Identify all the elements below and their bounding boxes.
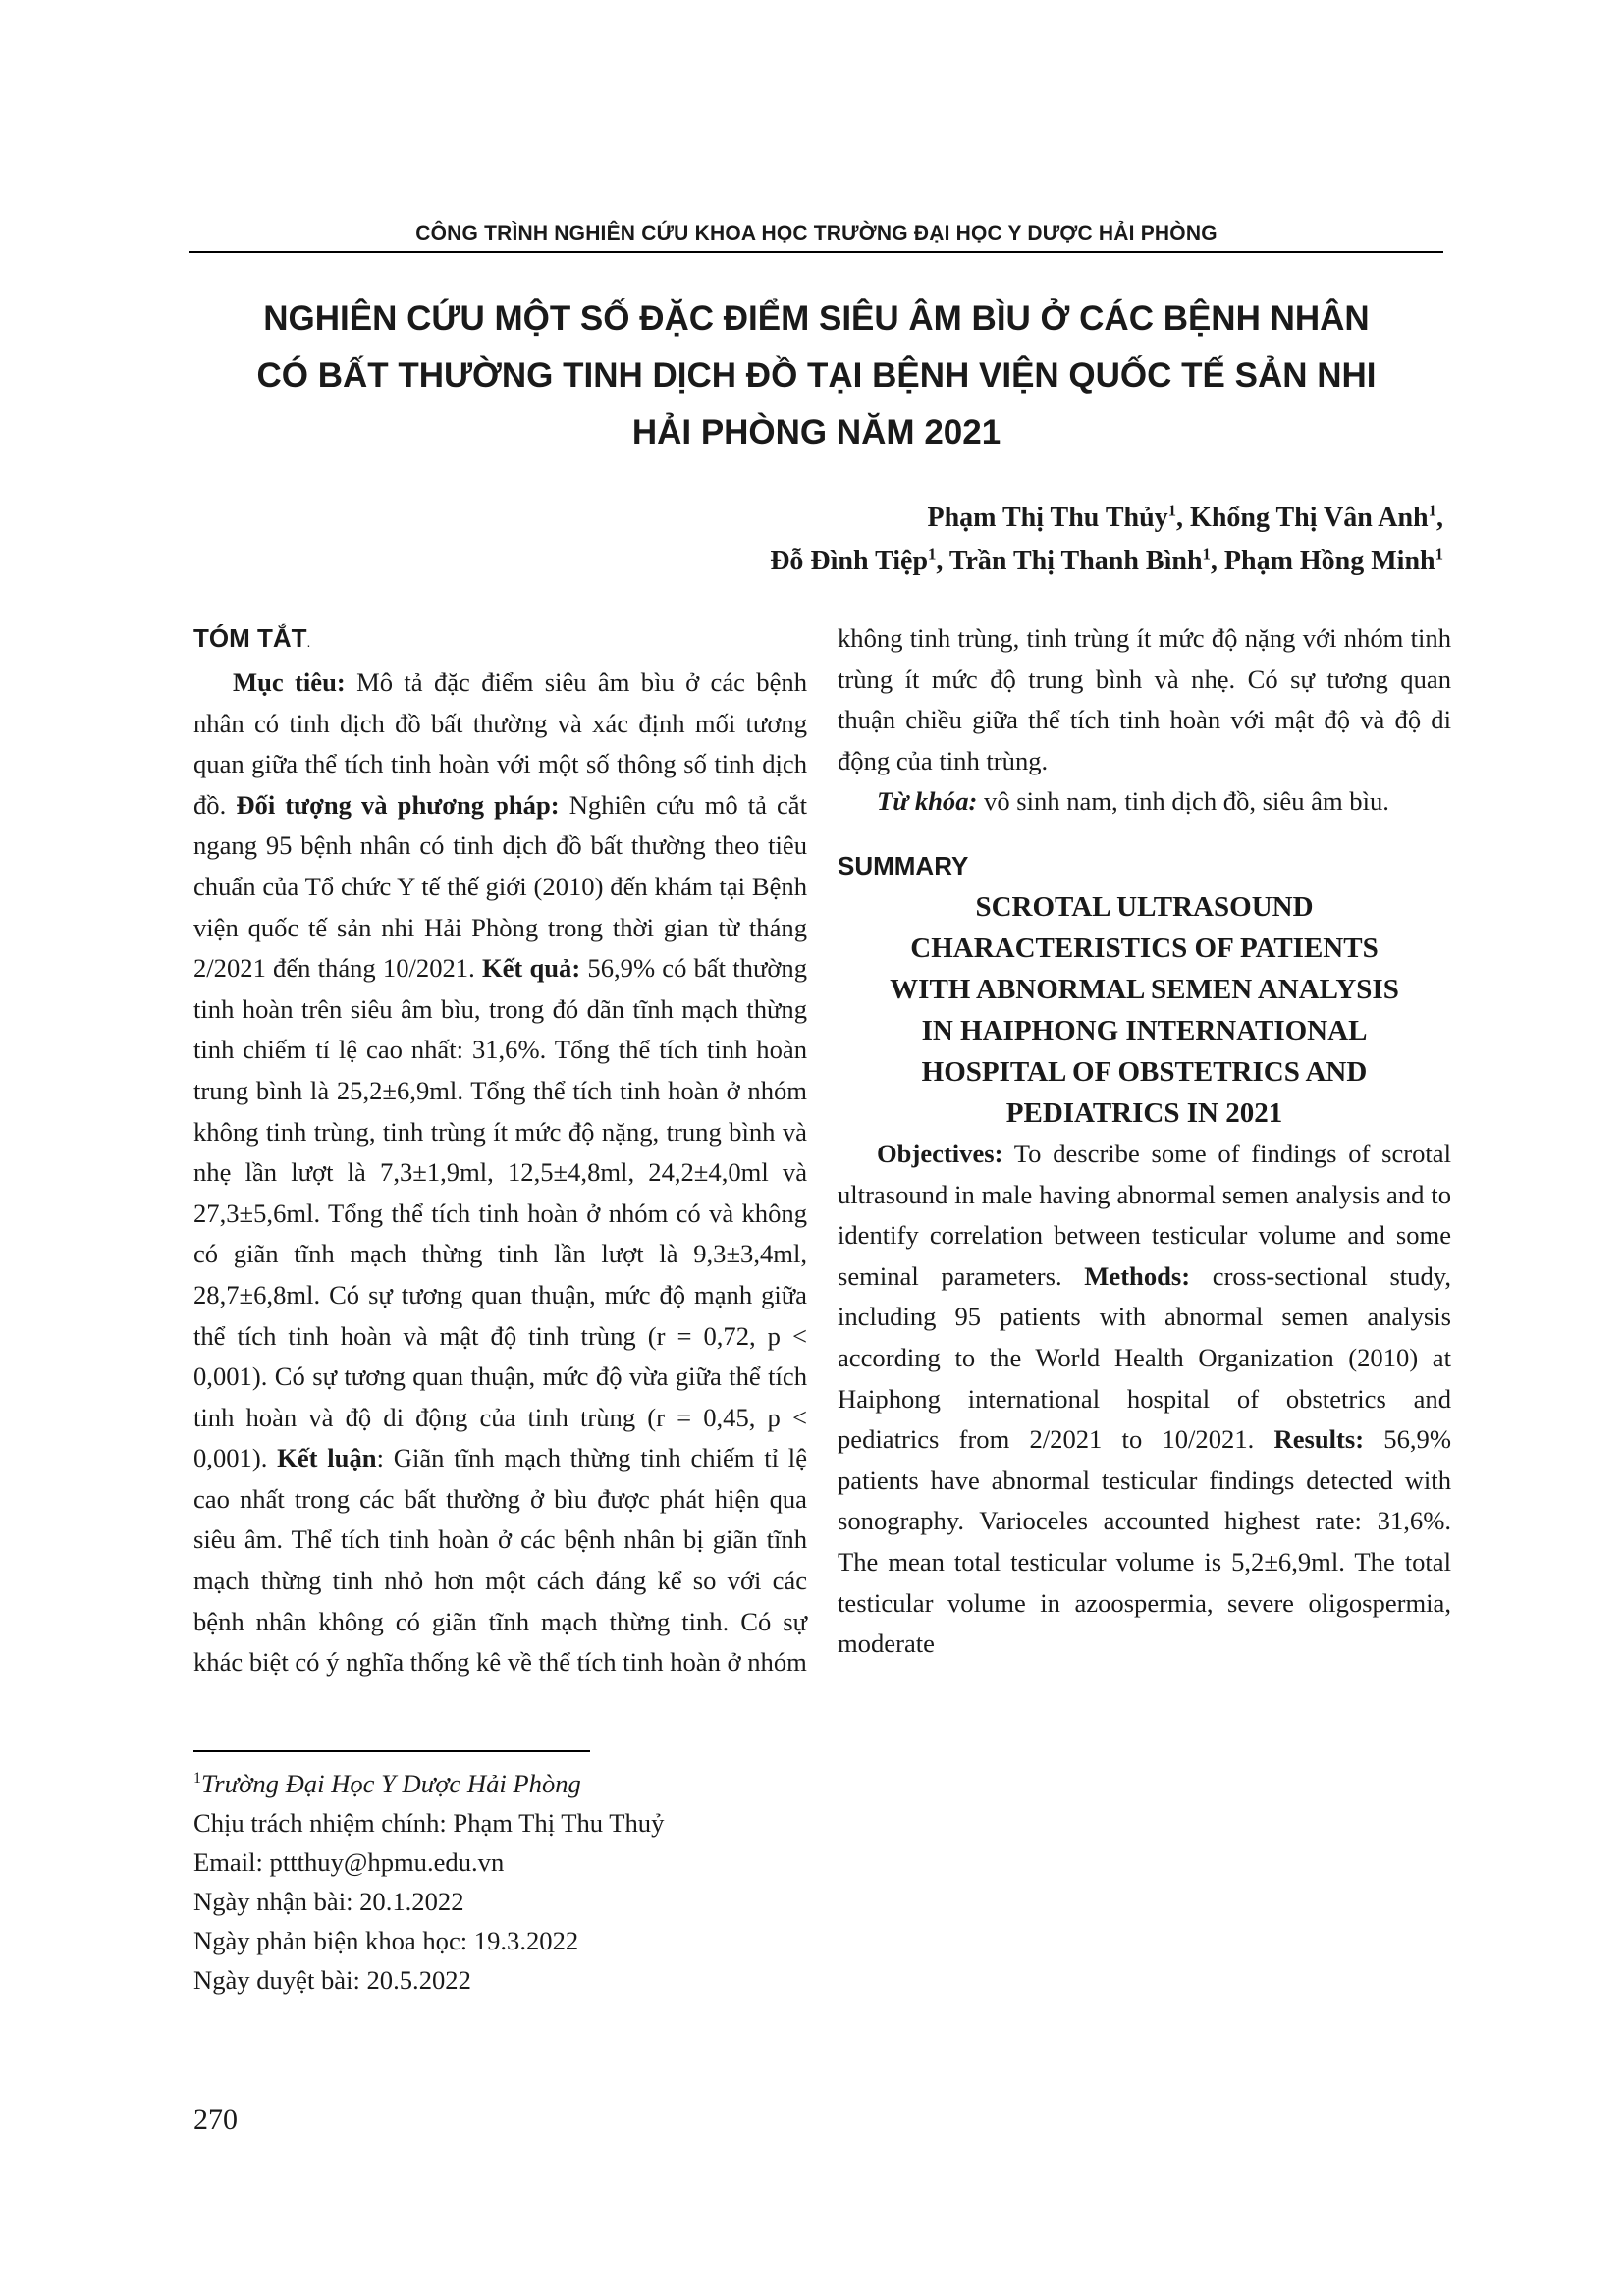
footnote-approved: Ngày duyệt bài: 20.5.2022	[193, 1965, 471, 1995]
english-title-line: IN HAIPHONG INTERNATIONAL	[921, 1014, 1368, 1046]
author-separator: ,	[936, 546, 949, 576]
footnotes	[193, 1764, 802, 2000]
objective-label: Mục tiêu:	[233, 667, 346, 697]
abstract-continuation: không tinh trùng, tinh trùng ít mức độ nặng với nhóm tinh trùng ít mức độ trung bình và nhẹ. Có sự tương quan thuận chiều giữa thể tích tinh hoàn với mật độ và độ di động của tinh trùng.	[838, 623, 1451, 775]
affiliation-mark: 1	[1428, 501, 1436, 520]
author-separator: ,	[1176, 503, 1191, 533]
title-line: CÓ BẤT THƯỜNG TINH DỊCH ĐỒ TẠI BỆNH VIỆN QUỐC TẾ SẢN NHI	[256, 356, 1377, 395]
author-separator: ,	[1210, 546, 1224, 576]
english-title-line: SCROTAL ULTRASOUND	[975, 890, 1314, 923]
english-title-line: WITH ABNORMAL SEMEN ANALYSIS	[890, 973, 1399, 1005]
methods-label: Methods:	[1084, 1260, 1191, 1291]
author-name: Đỗ Đình Tiệp	[770, 546, 929, 576]
footnote-responsible: Chịu trách nhiệm chính: Phạm Thị Thu Thuỷ	[193, 1808, 665, 1838]
affiliation-mark: 1	[1202, 544, 1211, 563]
footnote-rule	[193, 1750, 590, 1752]
author-line	[189, 540, 1443, 583]
paper-title	[189, 291, 1443, 461]
author-name: Phạm Hồng Minh	[1223, 546, 1435, 576]
title-line: HẢI PHÒNG NĂM 2021	[631, 413, 1001, 452]
summary-paragraph: Objectives: To describe some of findings of scrotal ultrasound in male having abnormal semen analysis and to identify correlation between testicular volume and some seminal parameters. Methods: cross-sectional study, including 95 patients with abnormal semen analysis according to the World Health Organization (2010) at Haiphong international hospital of obstetrics and pediatrics from 2/2021 to 10/2021. Results: 56,9% patients have abnormal testicular findings detected with sonography. Varioceles accounted highest rate: 31,6%. The mean total testicular volume is 5,2±6,9ml. The total testicular volume in azoospermia, severe oligospermia, moderate	[838, 1138, 1451, 1659]
english-title	[838, 886, 1451, 1134]
footnote-reviewed: Ngày phản biện khoa học: 19.3.2022	[193, 1926, 579, 1955]
footnote-affiliation: $^1$Trường Đại Học Y Dược Hải Phòng	[193, 1769, 581, 1798]
abstract-paragraph: Mục tiêu: Mô tả đặc điểm siêu âm bìu ở các bệnh nhân có tinh dịch đồ bất thường và xác định mối tương quan giữa thể tích tinh hoàn với một số thông số tinh dịch đồ. Đối tượng và phương pháp: Nghiên cứu mô tả cắt ngang 95 bệnh nhân có tinh dịch đồ bất thường theo tiêu chuẩn của Tổ chức Y tế thế giới (2010) đến khám tại Bệnh viện quốc tế sản nhi Hải Phòng trong thời gian từ tháng 2/2021 đến tháng 10/2021. Kết quả: 56,9% có bất thường tinh hoàn trên siêu âm bìu, trong đó dãn tĩnh mạch thừng tinh chiếm tỉ lệ cao nhất: 31,6%. Tổng thể tích tinh hoàn trung bình là 25,2±6,9ml. Tổng thể tích tinh hoàn ở nhóm không tinh trùng, tinh trùng ít mức độ nặng, trung bình và nhẹ lần lượt là 7,3±1,9ml, 12,5±4,8ml, 24,2±4,0ml và 27,3±5,6ml. Tổng thể tích tinh hoàn ở nhóm có và không có giãn tĩnh mạch thừng tinh lần lượt là 9,3±3,4ml, 28,7±6,8ml. Có sự tương quan thuận, mức độ mạnh giữa thể tích tinh hoàn và mật độ tinh trùng (r = 0,72, p < 0,001). Có sự tương quan thuận, mức độ vừa giữa thể tích tinh hoàn và độ di động của tinh trùng (r = 0,45, p < 0,001). Kết luận: Giãn tĩnh mạch thừng tinh chiếm tỉ lệ cao nhất trong các bất thường ở bìu được phát hiện qua siêu âm. Thể tích tinh hoàn ở các bệnh nhân bị giãn tĩnh mạch thừng tinh nhỏ hơn một cách đáng kể so với các bệnh nhân không có giãn tĩnh mạch thừng tinh. Có sự khác biệt có ý nghĩa thống kê về thể tích tinh hoàn ở nhóm	[193, 667, 808, 1678]
methods-label: Đối tượng và phương pháp:	[236, 789, 560, 820]
abstract-heading: TÓM TẮT.	[193, 623, 311, 653]
title-line: NGHIÊN CỨU MỘT SỐ ĐẶC ĐIỂM SIÊU ÂM BÌU Ở CÁC BỆNH NHÂN	[263, 299, 1370, 338]
affiliation-mark: 1	[1435, 544, 1443, 563]
keywords: Từ khóa: vô sinh nam, tinh dịch đồ, siêu âm bìu.	[877, 786, 1389, 817]
results-label: Kết quả:	[481, 953, 581, 984]
right-column	[838, 618, 1451, 1665]
author-name: Phạm Thị Thu Thủy	[927, 503, 1168, 533]
author-name: Khổng Thị Vân Anh	[1190, 503, 1429, 533]
english-title-line: PEDIATRICS IN 2021	[1005, 1096, 1283, 1129]
conclusion-label: Kết luận	[277, 1443, 377, 1473]
english-title-line: HOSPITAL OF OBSTETRICS AND	[921, 1055, 1368, 1088]
author-line	[189, 497, 1443, 540]
english-title-line: CHARACTERISTICS OF PATIENTS	[910, 932, 1379, 964]
summary-heading: SUMMARY	[838, 850, 969, 881]
author-name: Trần Thị Thanh Bình	[948, 546, 1203, 576]
left-column	[193, 618, 807, 1683]
objectives-label: Objectives:	[877, 1138, 1003, 1168]
keywords-label: Từ khóa:	[877, 786, 978, 817]
header-rule	[189, 251, 1443, 253]
affiliation-mark: 1	[1167, 501, 1177, 520]
running-header: CÔNG TRÌNH NGHIÊN CỨU KHOA HỌC TRƯỜNG ĐẠI HỌC Y DƯỢC HẢI PHÒNG	[415, 222, 1218, 244]
footnote-received: Ngày nhận bài: 20.1.2022	[193, 1887, 464, 1916]
results-label: Results:	[1273, 1424, 1365, 1455]
author-separator: ,	[1436, 503, 1443, 533]
author-list	[189, 497, 1443, 583]
affiliation-mark: 1	[928, 544, 937, 563]
footnote-email: Email: pttthuy@hpmu.edu.vn	[193, 1847, 505, 1877]
page-number: 270	[193, 2104, 238, 2136]
